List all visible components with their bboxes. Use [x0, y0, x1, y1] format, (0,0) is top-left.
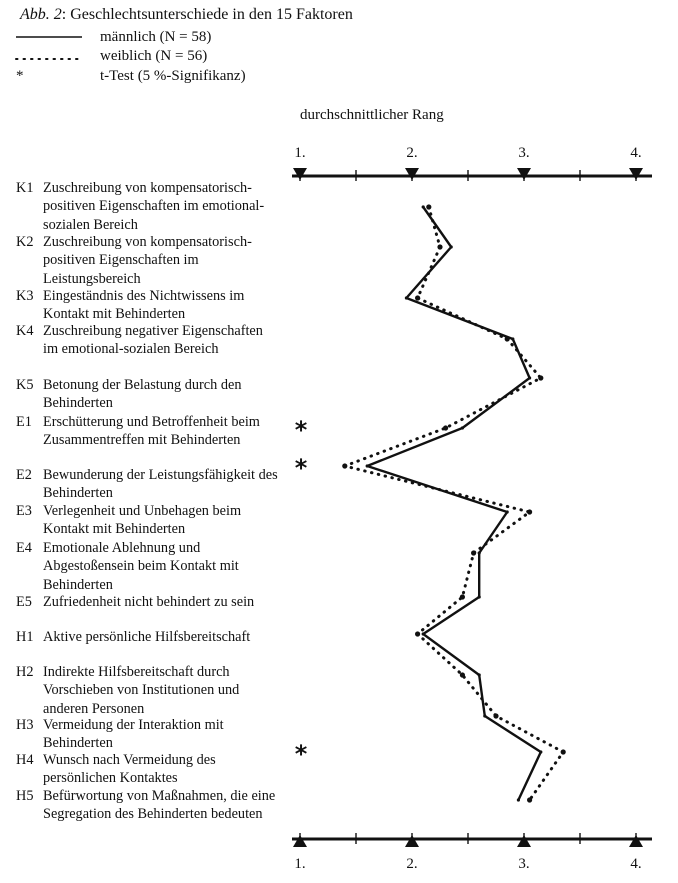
factor-code: H3	[16, 717, 34, 733]
top-tick-label: 3.	[518, 145, 530, 161]
data-point-male	[511, 337, 514, 340]
data-point-male	[422, 632, 425, 635]
factor-code: E2	[16, 467, 32, 483]
top-tick-label: 1.	[294, 145, 306, 161]
data-point-male	[478, 551, 481, 554]
figure-title: Abb. 2: Geschlechtsunterschiede in den 15 Faktoren	[20, 6, 353, 23]
factor-text: Emotionale Ablehnung und Abgestoßensein beim Kontakt mit Behinderten	[43, 540, 239, 593]
factor-code: K4	[16, 323, 34, 339]
top-axis-marker	[293, 168, 307, 180]
top-tick-label: 4.	[630, 145, 642, 161]
series-line-male	[367, 207, 541, 800]
data-point-female	[443, 425, 448, 430]
factor-code: E1	[16, 414, 32, 430]
top-tick-label: 2.	[406, 145, 418, 161]
factor-text: Zuschreibung negativer Eigenschaften im emotional-sozialen Bereich	[43, 323, 263, 358]
top-axis-marker	[517, 168, 531, 180]
factor-code: K5	[16, 377, 34, 393]
bottom-tick-label: 3.	[518, 856, 530, 872]
data-point-male	[478, 673, 481, 676]
factor-text: Aktive persönliche Hilfsbereitschaft	[43, 629, 251, 645]
series-line-female	[345, 207, 563, 800]
factor-text: Vermeidung der Interaktion mit Behinderten	[43, 717, 224, 752]
legend-label-significance: t-Test (5 %-Signifikanz)	[100, 68, 246, 84]
bottom-axis-marker	[517, 835, 531, 847]
data-point-female	[538, 375, 543, 380]
top-axis-marker	[629, 168, 643, 180]
factor-text: Erschütterung und Betroffenheit beim Zusammentreffen mit Behinderten	[43, 414, 260, 449]
significance-asterisk-icon: *	[294, 416, 308, 444]
factor-text: Wunsch nach Vermeidung des persönlichen Kontaktes	[43, 752, 216, 787]
figure-number: Abb. 2	[20, 6, 62, 23]
legend-label-female: weiblich (N = 56)	[100, 48, 208, 64]
factor-code: H4	[16, 752, 34, 768]
factor-code: H1	[16, 629, 34, 645]
factor-code: E5	[16, 594, 32, 610]
data-point-female	[460, 672, 465, 677]
data-point-male	[366, 464, 369, 467]
figure-title-text: Geschlechtsunterschiede in den 15 Faktoren	[70, 6, 353, 23]
factor-text: Bewunderung der Leistungsfähigkeit des Behinderten	[43, 467, 278, 502]
data-point-female	[505, 336, 510, 341]
bottom-tick-label: 2.	[406, 856, 418, 872]
bottom-axis-marker	[293, 835, 307, 847]
asterisk-icon: *	[16, 68, 24, 84]
factor-text: Zufriedenheit nicht behindert zu sein	[43, 594, 255, 610]
bottom-tick-label: 1.	[294, 856, 306, 872]
bottom-axis-marker	[629, 835, 643, 847]
data-point-male	[405, 296, 408, 299]
data-point-male	[528, 376, 531, 379]
legend-label-male: männlich (N = 58)	[100, 29, 212, 45]
factor-code: K2	[16, 234, 34, 250]
factor-code: H2	[16, 664, 34, 680]
data-point-female	[437, 244, 442, 249]
factor-text: Zuschreibung von kompensatorisch-positiven Eigenschaften im emotional-sozialen Bereich	[43, 180, 265, 233]
factor-text: Verlegenheit und Unbehagen beim Kontakt mit Behinderten	[43, 503, 242, 538]
factor-code: E4	[16, 540, 32, 556]
axis-caption: durchschnittlicher Rang	[300, 107, 444, 123]
factor-text: Indirekte Hilfsbereitschaft durch Vorschieben von Institutionen und anderen Personen	[43, 664, 240, 717]
factor-text: Betonung der Belastung durch den Behinderten	[43, 377, 242, 412]
data-point-female	[426, 204, 431, 209]
data-point-male	[461, 426, 464, 429]
significance-asterisk-icon: *	[294, 740, 308, 768]
data-point-male	[539, 750, 542, 753]
significance-asterisk-icon: *	[294, 454, 308, 482]
factor-code: H5	[16, 788, 34, 804]
factor-text: Zuschreibung von kompensatorisch-positiven Eigenschaften im Leistungsbereich	[43, 234, 252, 287]
data-point-female	[460, 594, 465, 599]
data-point-female	[527, 509, 532, 514]
factor-code: K3	[16, 288, 34, 304]
data-point-female	[415, 631, 420, 636]
data-point-female	[342, 463, 347, 468]
data-point-male	[483, 714, 486, 717]
data-point-female	[415, 295, 420, 300]
data-point-female	[493, 713, 498, 718]
factor-text: Befürwortung von Maßnahmen, die eine Segregation des Behinderten bedeuten	[43, 788, 276, 823]
data-point-male	[506, 510, 509, 513]
data-point-female	[561, 749, 566, 754]
data-point-male	[450, 245, 453, 248]
bottom-tick-label: 4.	[630, 856, 642, 872]
data-point-female	[471, 550, 476, 555]
bottom-axis-marker	[405, 835, 419, 847]
data-point-female	[527, 797, 532, 802]
factor-text: Eingeständnis des Nichtwissens im Kontakt mit Behinderten	[43, 288, 245, 323]
data-point-male	[478, 595, 481, 598]
data-point-male	[422, 205, 425, 208]
data-point-male	[517, 798, 520, 801]
factor-code: K1	[16, 180, 34, 196]
top-axis-marker	[405, 168, 419, 180]
factor-code: E3	[16, 503, 32, 519]
